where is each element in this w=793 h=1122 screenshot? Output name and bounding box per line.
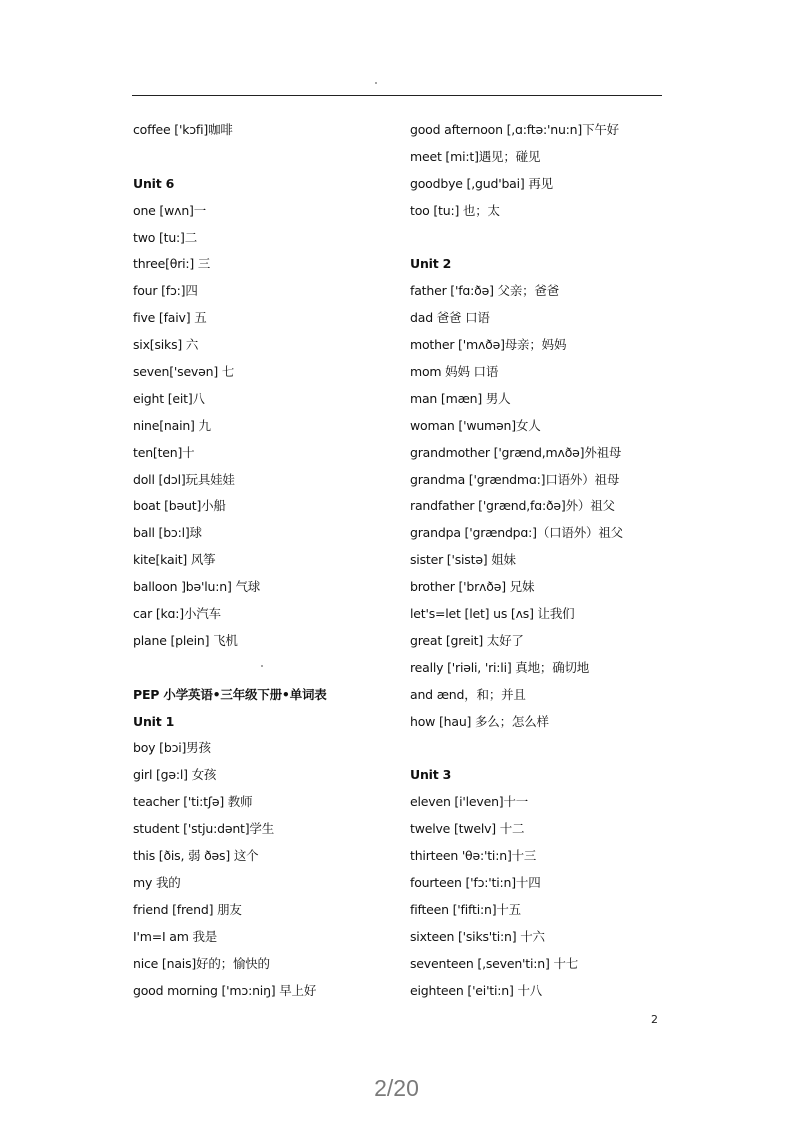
scan-speck xyxy=(375,82,377,84)
vocab-entry: nine[nain] 九 xyxy=(133,417,211,433)
vocab-entry: sister ['sistə] 姐妹 xyxy=(410,552,516,568)
vocab-entry: twelve [twelv] 十二 xyxy=(410,821,525,837)
vocab-entry: plane [plein] 飞机 xyxy=(133,632,238,648)
left-column xyxy=(133,117,398,1004)
section-heading: PEP 小学英语•三年级下册•单词表 xyxy=(133,686,327,702)
vocab-entry: seventeen [,seven'ti:n] 十七 xyxy=(410,955,579,971)
vocab-entry: fifteen ['fifti:n]十五 xyxy=(410,901,521,917)
vocab-entry: grandmother ['grænd,mʌðə]外祖母 xyxy=(410,444,622,460)
vocab-entry: too [tu:] 也；太 xyxy=(410,202,500,218)
vocab-entry: let's=let [let] us [ʌs] 让我们 xyxy=(410,606,575,622)
vocab-entry: girl [gə:l] 女孩 xyxy=(133,767,217,783)
vocab-entry: randfather ['grænd,fɑ:ðə]外）祖父 xyxy=(410,498,615,514)
vocab-entry: mother ['mʌðə]母亲；妈妈 xyxy=(410,337,567,353)
spacer xyxy=(410,225,675,252)
header-rule xyxy=(132,95,662,96)
vocab-entry: how [hau] 多么；怎么样 xyxy=(410,713,549,729)
right-column xyxy=(410,117,675,1004)
vocab-entry: grandma ['grændmɑ:]口语外）祖母 xyxy=(410,471,620,487)
vocab-entry: ten[ten]十 xyxy=(133,444,195,460)
vocab-entry: and ænd，和；并且 xyxy=(410,686,526,702)
vocab-entry: four [fɔ:]四 xyxy=(133,283,198,299)
spacer xyxy=(133,655,398,682)
vocab-entry: dad 爸爸 口语 xyxy=(410,310,490,326)
vocab-entry: thirteen 'θə:'ti:n]十三 xyxy=(410,848,537,864)
spacer xyxy=(133,144,398,171)
vocab-entry: student ['stju:dənt]学生 xyxy=(133,821,275,837)
vocab-entry: good morning ['mɔ:niŋ] 早上好 xyxy=(133,982,317,998)
vocab-entry: three[θri:] 三 xyxy=(133,256,211,272)
vocab-entry: eleven [i'leven]十一 xyxy=(410,794,529,810)
vocab-entry: father ['fɑ:ðə] 父亲；爸爸 xyxy=(410,283,560,299)
vocab-entry: five [faiv] 五 xyxy=(133,310,207,326)
section-heading: Unit 3 xyxy=(410,767,452,783)
vocab-entry: doll [dɔl]玩具娃娃 xyxy=(133,471,235,487)
vocab-entry: six[siks] 六 xyxy=(133,337,199,353)
vocab-entry: balloon ]bə'lu:n] 气球 xyxy=(133,579,261,595)
vocab-entry: great [greit] 太好了 xyxy=(410,632,524,648)
vocab-entry: woman ['wumən]女人 xyxy=(410,417,541,433)
vocab-entry: seven['sevən] 七 xyxy=(133,364,235,380)
vocab-entry: I'm=I am 我是 xyxy=(133,928,218,944)
vocab-entry: man [mæn] 男人 xyxy=(410,390,511,406)
vocab-entry: mom 妈妈 口语 xyxy=(410,364,499,380)
vocab-entry: brother ['brʌðə] 兄妹 xyxy=(410,579,535,595)
vocab-entry: eight [eit]八 xyxy=(133,390,205,406)
section-heading: Unit 6 xyxy=(133,175,175,191)
vocab-entry: boat [bəut]小船 xyxy=(133,498,226,514)
vocab-entry: meet [mi:t]遇见；碰见 xyxy=(410,148,541,164)
vocab-entry: sixteen ['siks'ti:n] 十六 xyxy=(410,928,545,944)
vocab-entry: coffee ['kɔfi]咖啡 xyxy=(133,122,233,137)
vocab-entry: one [wʌn]一 xyxy=(133,202,207,218)
spacer xyxy=(410,735,675,762)
vocab-entry: kite[kait] 风筝 xyxy=(133,552,216,568)
vocab-entry: eighteen ['ei'ti:n] 十八 xyxy=(410,982,543,998)
vocab-entry: teacher ['ti:tʃə] 教师 xyxy=(133,794,253,810)
section-heading: Unit 2 xyxy=(410,256,452,272)
page-number: 2 xyxy=(651,1013,658,1026)
vocab-entry: goodbye [,gud'bai] 再见 xyxy=(410,175,553,191)
vocab-entry: two [tu:]二 xyxy=(133,229,198,245)
vocab-entry: good afternoon [,ɑ:ftə:'nu:n]下午好 xyxy=(410,122,619,137)
vocab-entry: boy [bɔi]男孩 xyxy=(133,740,211,756)
vocab-entry: ball [bɔ:l]球 xyxy=(133,525,202,541)
vocab-entry: grandpa ['grændpɑ:]（口语外）祖父 xyxy=(410,525,623,541)
pager-indicator: 2/20 xyxy=(374,1075,419,1101)
vocab-entry: friend [frend] 朋友 xyxy=(133,901,242,917)
vocab-entry: nice [nais]好的；愉快的 xyxy=(133,955,270,971)
vocab-entry: car [kɑ:]小汽车 xyxy=(133,606,221,622)
vocab-entry: fourteen ['fɔ:'ti:n]十四 xyxy=(410,874,541,890)
vocab-entry: really ['riəli, 'ri:li] 真地；确切地 xyxy=(410,659,590,675)
vocab-entry: this [ðis, 弱 ðəs] 这个 xyxy=(133,848,259,864)
section-heading: Unit 1 xyxy=(133,713,175,729)
vocab-entry: my 我的 xyxy=(133,874,181,890)
